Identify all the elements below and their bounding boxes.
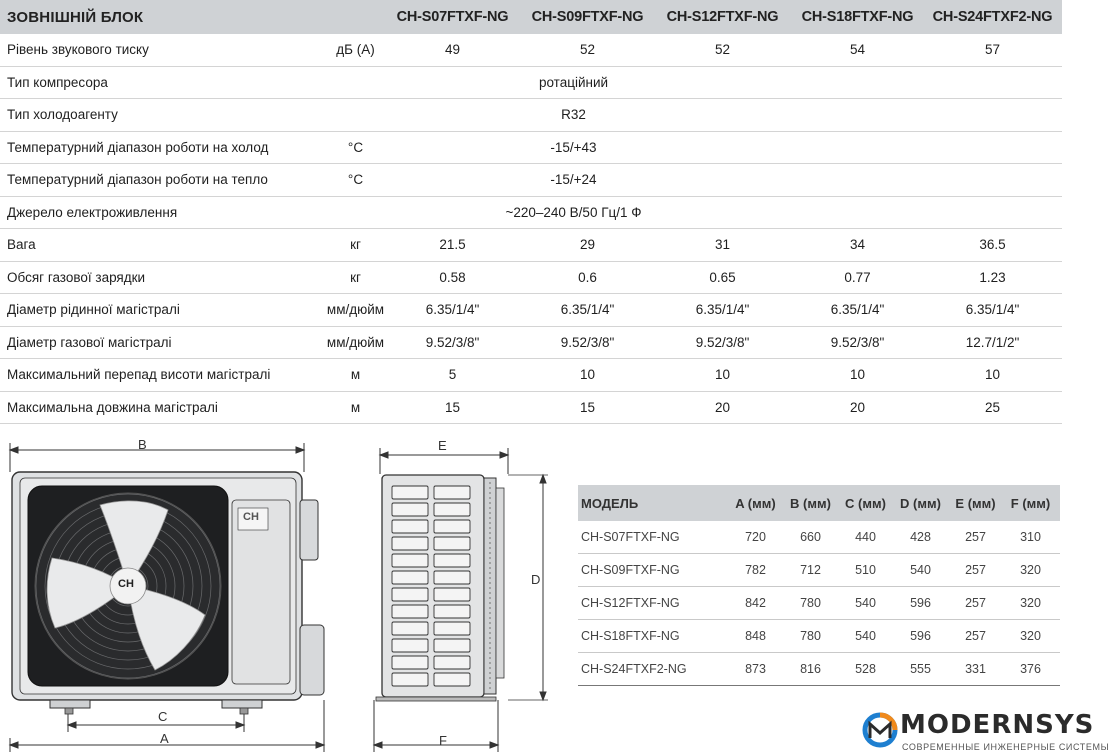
panel-brand-logo: CH: [243, 511, 259, 523]
model-row: [578, 521, 1060, 554]
spec-header-label: ЗОВНІШНІЙ БЛОК: [7, 8, 144, 26]
spec-row-label: Джерело електроживлення: [7, 204, 178, 220]
spec-value-cell: 0.58: [439, 269, 466, 285]
dim-col-header: E (мм): [955, 495, 996, 511]
spec-value-cell: 0.77: [844, 269, 871, 285]
spec-row-label: Температурний діапазон роботи на тепло: [7, 172, 268, 188]
spec-value-cell: 6.35/1/4": [425, 302, 480, 318]
spec-row-label: Температурний діапазон роботи на холод: [7, 139, 269, 155]
dim-label-e: E: [438, 438, 447, 453]
louver-slat: [434, 554, 470, 567]
dim-label-a: A: [160, 731, 169, 746]
model-row: [578, 587, 1060, 620]
spec-value-cell: 9.52/3/8": [830, 334, 885, 350]
spec-value-cell: 10: [579, 367, 596, 383]
dim-value-cell: 782: [745, 563, 766, 577]
spec-row-unit: кг: [350, 269, 361, 285]
spec-row-label: Рівень звукового тиску: [7, 42, 149, 58]
louver-slat: [392, 639, 428, 652]
spec-row-label: Тип холодоагенту: [7, 107, 118, 123]
dim-value-cell: 540: [910, 563, 931, 577]
louver-slat: [434, 656, 470, 669]
spec-value-cell: 34: [849, 237, 866, 253]
dim-value-cell: 712: [800, 563, 821, 577]
logo-tagline: СОВРЕМЕННЫЕ ИНЖЕНЕРНЫЕ СИСТЕМЫ: [902, 742, 1109, 752]
model-row: [578, 620, 1060, 653]
louver-slat: [392, 554, 428, 567]
dim-value-cell: 848: [745, 629, 766, 643]
spec-row-label: Діаметр газової магістралі: [7, 334, 172, 350]
model-name-cell: CH-S12FTXF-NG: [581, 596, 680, 610]
dim-col-header: B (мм): [790, 495, 831, 511]
model-row: [578, 653, 1060, 686]
modernsys-logo: [862, 710, 1109, 756]
spec-value-cell: 49: [444, 42, 461, 58]
dim-col-header: D (мм): [900, 495, 941, 511]
spec-row-label: Діаметр рідинної магістралі: [7, 302, 180, 318]
logo-wordmark: MODERNSYS: [900, 710, 1095, 740]
dim-value-cell: 596: [910, 629, 931, 643]
dim-col-header: C (мм): [845, 495, 886, 511]
louver-slat: [392, 605, 428, 618]
model-name-cell: CH-S09FTXF-NG: [581, 563, 680, 577]
spec-value-cell: 6.35/1/4": [830, 302, 885, 318]
louver-slat: [434, 520, 470, 533]
spec-value-cell: 9.52/3/8": [695, 334, 750, 350]
spec-value-cell: 20: [849, 399, 866, 415]
spec-value-cell: 31: [714, 237, 731, 253]
spec-span-value: -15/+43: [550, 139, 597, 155]
spec-value-cell: 9.52/3/8": [425, 334, 480, 350]
spec-span-value: ротаційний: [538, 74, 609, 90]
spec-value-cell: 36.5: [979, 237, 1006, 253]
dim-value-cell: 510: [855, 563, 876, 577]
spec-value-cell: 52: [714, 42, 731, 58]
model-row: [578, 554, 1060, 587]
model-header: CH-S18FTXF-NG: [801, 9, 914, 25]
louver-slat: [392, 656, 428, 669]
dim-label-c: C: [158, 709, 168, 724]
louver-slat: [392, 520, 428, 533]
spec-value-cell: 0.6: [578, 269, 597, 285]
spec-value-cell: 10: [849, 367, 866, 383]
dim-value-cell: 320: [1020, 629, 1041, 643]
dim-value-cell: 257: [965, 596, 986, 610]
dim-value-cell: 320: [1020, 596, 1041, 610]
spec-value-cell: 29: [579, 237, 596, 253]
louver-slat: [392, 673, 428, 686]
fan-brand-logo: CH: [118, 578, 134, 590]
louver-slat: [392, 486, 428, 499]
dim-label-d: D: [531, 572, 541, 587]
spec-span-value: ~220–240 В/50 Гц/1 Ф: [505, 204, 642, 220]
spec-value-cell: 9.52/3/8": [560, 334, 615, 350]
model-name-cell: CH-S24FTXF2-NG: [581, 662, 687, 676]
spec-value-cell: 57: [984, 42, 1001, 58]
spec-row-unit: м: [350, 367, 361, 383]
spec-span-value: -15/+24: [550, 172, 597, 188]
spec-value-cell: 15: [579, 399, 596, 415]
model-col-header: МОДЕЛЬ: [581, 495, 639, 511]
spec-value-cell: 15: [444, 399, 461, 415]
louver-slat: [434, 571, 470, 584]
dim-label-b: B: [138, 437, 147, 452]
dim-label-f: F: [439, 733, 447, 748]
spec-row-unit: °C: [347, 139, 364, 155]
dim-value-cell: 660: [800, 530, 821, 544]
spec-row-label: Тип компресора: [7, 74, 108, 90]
logo-mark-icon: [862, 712, 898, 748]
model-name-cell: CH-S18FTXF-NG: [581, 629, 680, 643]
spec-value-cell: 1.23: [979, 269, 1006, 285]
louver-slat: [392, 537, 428, 550]
dim-value-cell: 720: [745, 530, 766, 544]
model-header: CH-S07FTXF-NG: [396, 9, 509, 25]
louver-slat: [434, 486, 470, 499]
spec-value-cell: 10: [984, 367, 1001, 383]
spec-row-label: Вага: [7, 237, 36, 253]
dim-value-cell: 816: [800, 662, 821, 676]
spec-value-cell: 5: [448, 367, 457, 383]
louver-slat: [392, 503, 428, 516]
model-table-header: [578, 485, 1060, 521]
louver-slat: [434, 503, 470, 516]
dim-value-cell: 257: [965, 629, 986, 643]
spec-row-unit: дБ (А): [336, 42, 375, 58]
spec-row-unit: мм/дюйм: [326, 334, 385, 350]
spec-value-cell: 12.7/1/2": [965, 334, 1020, 350]
dim-value-cell: 310: [1020, 530, 1041, 544]
louver-slat: [392, 622, 428, 635]
spec-value-cell: 54: [849, 42, 866, 58]
model-dimensions-table: [578, 485, 1060, 686]
spec-row-unit: мм/дюйм: [326, 302, 385, 318]
model-header: CH-S24FTXF2-NG: [932, 9, 1053, 25]
model-table-rows: [578, 521, 1060, 686]
dim-value-cell: 540: [855, 596, 876, 610]
louver-slat: [434, 673, 470, 686]
spec-value-cell: 25: [984, 399, 1001, 415]
dim-value-cell: 320: [1020, 563, 1041, 577]
spec-value-cell: 52: [579, 42, 596, 58]
dim-value-cell: 331: [965, 662, 986, 676]
spec-value-cell: 21.5: [439, 237, 466, 253]
louver-slat: [434, 537, 470, 550]
spec-row-label: Максимальна довжина магістралі: [7, 399, 218, 415]
dim-value-cell: 873: [745, 662, 766, 676]
spec-row-label: Максимальний перепад висоти магістралі: [7, 367, 271, 383]
spec-value-cell: 6.35/1/4": [965, 302, 1020, 318]
spec-span-value: R32: [561, 107, 586, 123]
dim-value-cell: 540: [855, 629, 876, 643]
dim-value-cell: 376: [1020, 662, 1041, 676]
louver-slat: [392, 588, 428, 601]
model-header: CH-S09FTXF-NG: [531, 9, 644, 25]
dim-value-cell: 842: [745, 596, 766, 610]
dim-value-cell: 780: [800, 629, 821, 643]
spec-value-cell: 0.65: [709, 269, 736, 285]
dim-value-cell: 440: [855, 530, 876, 544]
spec-row-unit: °C: [347, 172, 364, 188]
louver-slat: [392, 571, 428, 584]
louver-slat: [434, 588, 470, 601]
dim-value-cell: 528: [855, 662, 876, 676]
dim-value-cell: 596: [910, 596, 931, 610]
model-header: CH-S12FTXF-NG: [666, 9, 779, 25]
spec-row-unit: м: [350, 399, 361, 415]
louver-slat: [434, 639, 470, 652]
louver-slat: [434, 622, 470, 635]
dim-value-cell: 428: [910, 530, 931, 544]
dim-col-header: A (мм): [735, 495, 776, 511]
spec-value-cell: 10: [714, 367, 731, 383]
dim-value-cell: 555: [910, 662, 931, 676]
dim-col-header: F (мм): [1010, 495, 1051, 511]
model-name-cell: CH-S07FTXF-NG: [581, 530, 680, 544]
dim-value-cell: 257: [965, 563, 986, 577]
dim-value-cell: 780: [800, 596, 821, 610]
spec-value-cell: 6.35/1/4": [695, 302, 750, 318]
spec-row-label: Обсяг газової зарядки: [7, 269, 146, 285]
louver-slat: [434, 605, 470, 618]
spec-value-cell: 20: [714, 399, 731, 415]
spec-value-cell: 6.35/1/4": [560, 302, 615, 318]
spec-row-unit: кг: [350, 237, 361, 253]
dim-value-cell: 257: [965, 530, 986, 544]
